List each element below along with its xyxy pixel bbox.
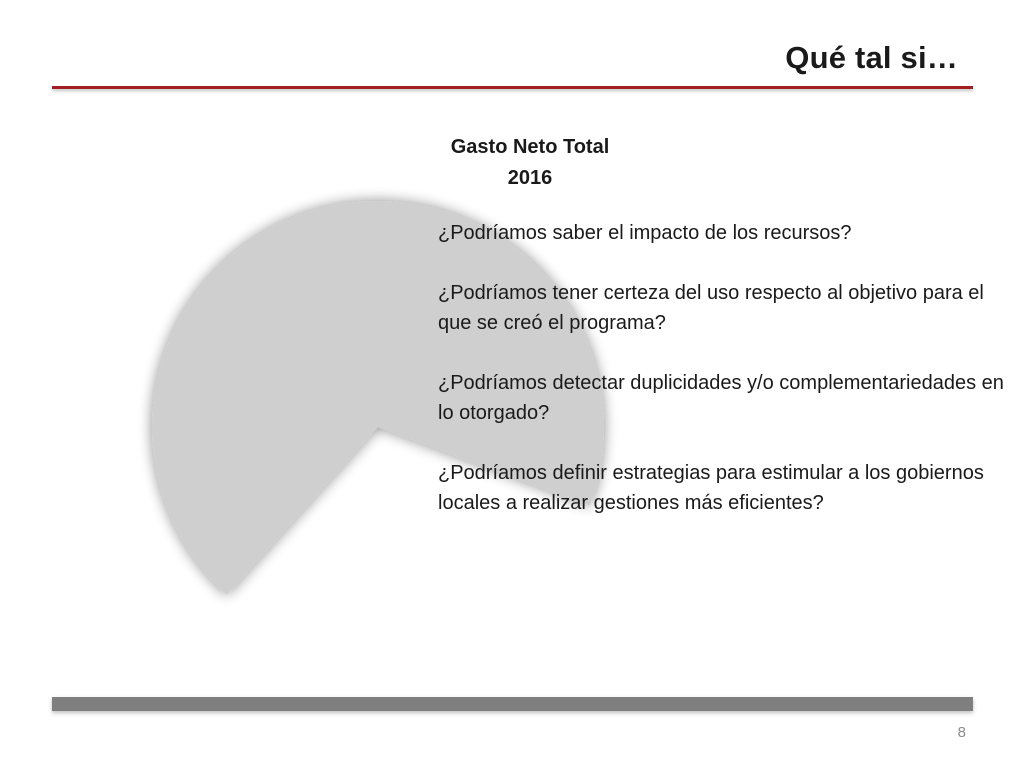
chart-title-block <box>420 132 640 194</box>
question-4: ¿Podríamos definir estrategias para estimular a los gobiernos locales a realizar gestiones más eficientes? <box>438 462 984 514</box>
chart-title: Gasto Neto Total <box>450 136 610 158</box>
page-number: 8 <box>957 724 966 741</box>
footer-bar <box>52 697 973 711</box>
slide-title: Qué tal si… <box>785 40 958 75</box>
question-1: ¿Podríamos saber el impacto de los recursos? <box>438 222 852 244</box>
chart-subtitle: 2016 <box>507 167 553 189</box>
questions-text <box>438 218 1008 548</box>
title-divider <box>52 86 973 89</box>
question-2: ¿Podríamos tener certeza del uso respecto al objetivo para el que se creó el programa? <box>438 282 984 334</box>
question-3: ¿Podríamos detectar duplicidades y/o complementariedades en lo otorgado? <box>438 372 1004 424</box>
